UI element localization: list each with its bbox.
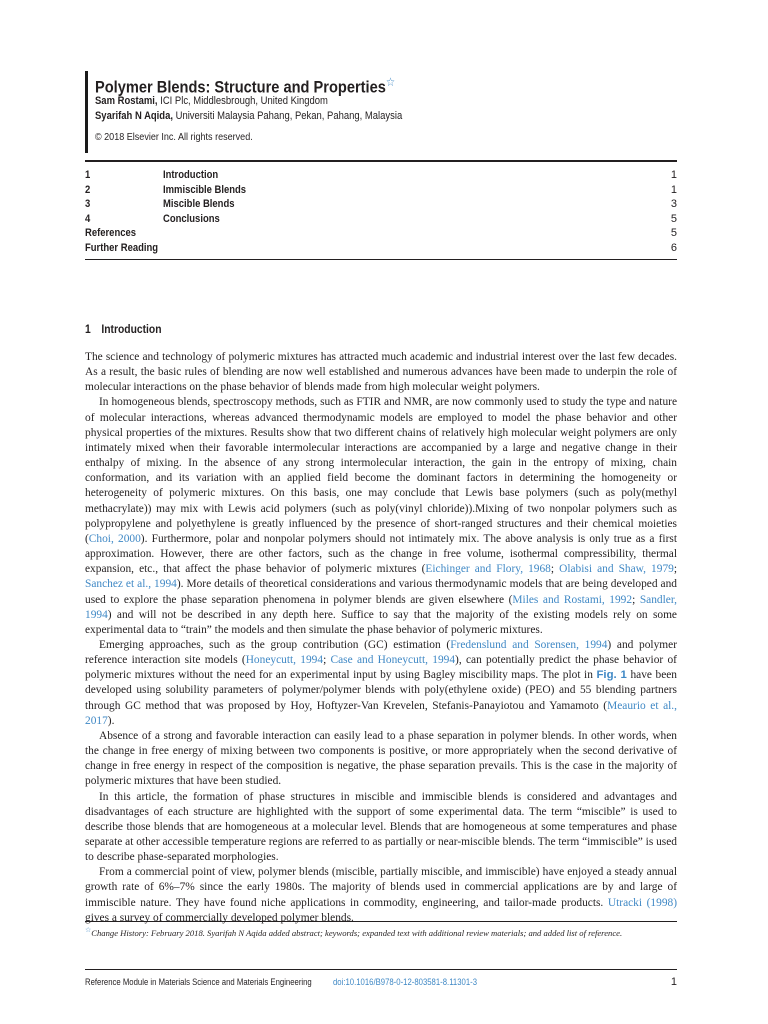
toc-number: 3 <box>85 198 91 210</box>
table-of-contents <box>85 168 677 255</box>
footnote-rule <box>85 921 677 922</box>
toc-title: Miscible Blends <box>163 198 235 210</box>
citation-link[interactable]: Choi, 2000 <box>88 532 141 545</box>
footnote-text: Change History: February 2018. Syarifah N Aqida added abstract; keywords; expanded text with additional review materials; and added list of reference. <box>91 927 623 938</box>
paragraph: From a commercial point of view, polymer blends (miscible, partially miscible, and immiscible) have enjoyed a steady annual growth rate of 6%–7% since the early 1980s. The majority of blends used in commercial applications are by and large of immiscible nature. They have found niche applications in commodity, engineering, and tailor-made products. Utracki (1998) gives a survey of commercially developed polymer blends. <box>85 866 678 924</box>
toc-row[interactable] <box>85 168 677 183</box>
footnote <box>85 925 677 939</box>
section-heading <box>85 322 174 336</box>
toc-number: 1 <box>85 169 91 181</box>
toc-number: 4 <box>85 212 91 225</box>
toc-page: 1 <box>670 183 677 196</box>
citation-link[interactable]: Fredenslund and Sorensen, 1994 <box>450 638 608 651</box>
author-2-affiliation: Universiti Malaysia Pahang, Pekan, Pahang, Malaysia <box>172 110 403 122</box>
toc-title: Introduction <box>163 169 219 181</box>
citation-link[interactable]: Case and Honeycutt, 1994 <box>330 654 456 667</box>
title-footnote-star[interactable]: ☆ <box>385 75 396 89</box>
footnote-star: ☆ <box>85 926 92 934</box>
body-text <box>85 350 677 926</box>
paragraph: In homogeneous blends, spectroscopy methods, such as FTIR and NMR, are now commonly used to study the type and nature of molecular interactions, whereas advanced thermodynamic models are employed to model the phase behavior and other physical properties of the mixtures. Results show that two different chains of relatively high molecular weight polymers are only intimately mixed when their favorable intermolecular interactions are accompanied by a large and negative change in their enthalpy of mixing. In the absence of any strong intermolecular interaction, the gain in the entropy of mixing, chain conformation, and its variation with an applied field become the dominant factors in determining the homogeneity or heterogeneity of polymeric mixtures. On this basis, one may conclude that Lewis base polymers (such as poly(methyl methacrylate)) may mix with Lewis acid polymers (such as poly(vinyl chloride)).Mixing of two nonpolar polymers such as polypropylene and polyethylene is greatly influenced by the presence of short-ranged structures and their chemical moieties (Choi, 2000). Furthermore, polar and nonpolar polymers should not intimately mix. The above analysis is only true as a first approximation. However, there are other factors, such as the change in free volume, isothermal compressibility, thermal expansion, etc., that affect the phase behavior of polymeric mixtures (Eichinger and Flory, 1968; Olabisi and Shaw, 1979; Sanchez et al., 1994). More details of theoretical considerations and various thermodynamic models that are being developed and used to explore the phase separation phenomena in polymer blends are given elsewhere (Miles and Rostami, 1992; Sandler, 1994) and will not be described in any depth here. Suffice to say that the majority of the existing models rely on some experimental data to “train” the models and then simulate the phase behavior of polymeric mixtures. <box>85 396 678 636</box>
page-footer <box>85 975 677 989</box>
citation-link[interactable]: Eichinger and Flory, 1968 <box>425 563 551 576</box>
toc-row[interactable] <box>85 226 677 241</box>
citation-link[interactable]: Honeycutt, 1994 <box>245 654 324 667</box>
citation-link[interactable]: Olabisi and Shaw, 1979 <box>559 563 674 576</box>
toc-row[interactable] <box>85 183 677 198</box>
toc-row[interactable] <box>85 197 677 212</box>
author-1-affiliation: ICI Plc, Middlesbrough, United Kingdom <box>157 95 328 107</box>
toc-row[interactable] <box>85 212 677 227</box>
toc-further-reading: Further Reading <box>85 241 159 254</box>
toc-title: Conclusions <box>163 212 220 225</box>
footer-journal: Reference Module in Materials Science and Materials Engineering <box>85 977 312 987</box>
toc-page: 3 <box>670 198 677 210</box>
toc-row[interactable] <box>85 241 677 256</box>
author-2 <box>95 109 675 124</box>
toc-bottom-rule <box>85 259 677 260</box>
author-1-name: Sam Rostami, <box>95 95 158 107</box>
toc-page: 6 <box>670 241 677 254</box>
citation-link[interactable]: Miles and Rostami, 1992 <box>512 593 633 606</box>
citation-link[interactable]: Utracki (1998) <box>607 896 678 909</box>
footer-doi-link[interactable]: doi:10.1016/B978-0-12-803581-8.11301-3 <box>333 977 478 987</box>
citation-link[interactable]: Meaurio et al., 2017 <box>85 699 677 727</box>
paragraph: The science and technology of polymeric mixtures has attracted much academic and industrial interest over the last few decades. As a result, the basic rules of blending are now well established and numerous advances have been made to underpin the role of molecular interactions on the phase behavior of blends made from high molecular weight polymers. <box>85 351 677 394</box>
footer-rule <box>85 969 677 970</box>
toc-page: 5 <box>670 227 677 239</box>
toc-number: 2 <box>85 183 91 196</box>
section-title: Introduction <box>101 322 162 336</box>
paragraph: Absence of a strong and favorable interaction can easily lead to a phase separation in polymer blends. In other words, when the change in free energy of mixing between two components is positive, or more appropriately when the second derivative of change in free energy in respect of the composition is negative, the phase separation prevails. This is the case in the majority of polymeric mixtures that have been studied. <box>85 729 677 788</box>
section-number: 1 <box>85 322 91 336</box>
toc-title: Immiscible Blends <box>163 183 247 196</box>
citation-link[interactable]: Sanchez et al., 1994 <box>85 578 177 591</box>
citation-link[interactable]: Sandler, 1994 <box>85 593 677 621</box>
author-2-name: Syarifah N Aqida, <box>95 110 173 122</box>
toc-page: 1 <box>670 169 677 181</box>
figure-link[interactable]: Fig. 1 <box>596 669 627 682</box>
footer-page-number: 1 <box>670 976 677 988</box>
toc-top-rule <box>85 160 677 162</box>
copyright-line: © 2018 Elsevier Inc. All rights reserved. <box>95 131 253 143</box>
toc-references: References <box>85 227 137 239</box>
paragraph: In this article, the formation of phase structures in miscible and immiscible blends is considered and advantages and disadvantages of each structure are highlighted with the support of some experimental data. The term “miscible” is used to describe those blends that are homogeneous at a molecular level. Blends that are homogeneous at some temperatures and phase separate at other accessible temperature regions are referred to as partially or near-miscible blends. The term “immiscible” is used to describe phase-separated morphologies. <box>85 790 677 864</box>
paragraph: Emerging approaches, such as the group contribution (GC) estimation (Fredenslund and Sorensen, 1994) and polymer reference interaction site models (Honeycutt, 1994; Case and Honeycutt, 1994), can potentially predict the phase behavior of polymeric mixtures without the need for an experimental input by using Bagley miscibility maps. The plot in Fig. 1 have been developed using solubility parameters of polymer/polymer blends with poly(ethylene oxide) (PEO) and 55 blending partners through GC method that was proposed by Hoy, Hoftyzer-Van Krevelen, Stefanis-Panayiotou and Yamamoto (Meaurio et al., 2017). <box>85 638 677 727</box>
article-title: Polymer Blends: Structure and Properties☆ <box>95 75 396 97</box>
toc-page: 5 <box>670 212 677 225</box>
title-accent-bar <box>85 71 88 153</box>
